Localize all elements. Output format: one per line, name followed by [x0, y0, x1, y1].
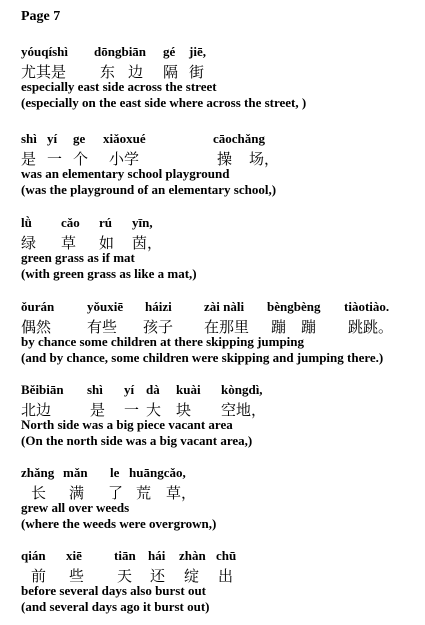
pinyin-word: zhàn: [179, 548, 206, 563]
chinese-word: 场，: [249, 152, 280, 168]
chinese-word: 绿: [21, 236, 37, 252]
chinese-word: 草，: [166, 486, 197, 502]
english-gloss: especially east side across the street: [21, 79, 217, 94]
chinese-word: 偶然: [21, 320, 52, 336]
pinyin-word: cāochǎng: [213, 131, 265, 146]
pinyin-line: [21, 215, 421, 232]
chinese-word: 草: [61, 236, 77, 252]
pinyin-word: yí: [47, 131, 58, 146]
chinese-word: 出: [218, 569, 234, 585]
chinese-word: 街: [189, 65, 205, 81]
chinese-word: 天: [117, 569, 133, 585]
pinyin-word: le: [110, 465, 120, 480]
pinyin-line: [21, 299, 421, 316]
chinese-word: 大: [146, 403, 162, 419]
pinyin-word: hái: [148, 548, 166, 563]
chinese-word: 北边: [21, 403, 52, 419]
stanza-3: [21, 215, 421, 282]
pinyin-line: [21, 548, 421, 565]
chinese-word: 有些: [87, 320, 118, 336]
pinyin-word: yóuqíshì: [21, 44, 68, 59]
pinyin-word: shì: [21, 131, 37, 146]
chinese-word: 了: [108, 486, 124, 502]
chinese-word: 如: [99, 236, 115, 252]
english-gloss: North side was a big piece vacant area: [21, 417, 233, 432]
translation: (and by chance, some children were skipping and jumping there.): [21, 350, 384, 365]
pinyin-word: ge: [73, 131, 86, 146]
stanza-4: [21, 299, 421, 366]
pinyin-word: dōngbiān: [94, 44, 147, 59]
english-gloss: by chance some children at there skipping jumping: [21, 334, 305, 349]
pinyin-line: [21, 465, 421, 482]
translation: (with green grass as like a mat,): [21, 266, 197, 281]
english-gloss: was an elementary school playground: [21, 166, 230, 181]
chinese-word: 蹦: [301, 320, 317, 336]
pinyin-word: chū: [216, 548, 237, 563]
chinese-word: 茵，: [132, 236, 163, 252]
chinese-word: 块: [176, 403, 192, 419]
pinyin-word: zhǎng: [21, 465, 55, 480]
pinyin-word: háizi: [145, 299, 172, 314]
chinese-word: 东: [100, 65, 116, 81]
pinyin-word: jiē,: [189, 44, 206, 59]
translation: (where the weeds were overgrown,): [21, 516, 217, 531]
chinese-word: 绽: [184, 569, 200, 585]
pinyin-line: [21, 382, 421, 399]
chinese-line: [21, 399, 421, 417]
pinyin-word: gé: [163, 44, 176, 59]
chinese-line: [21, 482, 421, 500]
translation: (On the north side was a big vacant area,): [21, 433, 253, 448]
chinese-word: 长: [31, 486, 47, 502]
translation: (and several days ago it burst out): [21, 599, 210, 614]
pinyin-line: [21, 44, 421, 61]
pinyin-word: huāngcǎo,: [129, 465, 186, 480]
chinese-word: 孩子: [143, 320, 174, 336]
pinyin-word: xiǎoxué: [103, 131, 146, 146]
stanza-5: [21, 382, 421, 449]
english-gloss: green grass as if mat: [21, 250, 135, 265]
pinyin-word: Běibiān: [21, 382, 64, 397]
pinyin-word: lǜ: [21, 215, 32, 230]
chinese-word: 满: [69, 486, 85, 502]
chinese-line: [21, 232, 421, 250]
chinese-word: 尤其是: [21, 65, 67, 81]
chinese-word: 些: [69, 569, 85, 585]
chinese-word: 空地，: [221, 403, 267, 419]
chinese-word: 个: [73, 152, 89, 168]
chinese-line: [21, 565, 421, 583]
pinyin-word: xiē: [66, 548, 82, 563]
stanza-2: [21, 131, 421, 198]
chinese-word: 荒: [136, 486, 152, 502]
chinese-word: 是: [21, 152, 37, 168]
translation: (was the playground of an elementary school,): [21, 182, 277, 197]
chinese-line: [21, 316, 421, 334]
chinese-word: 一: [47, 152, 63, 168]
chinese-line: [21, 148, 421, 166]
pinyin-word: kuài: [176, 382, 201, 397]
pinyin-word: yí: [124, 382, 135, 397]
english-gloss: grew all over weeds: [21, 500, 130, 515]
pinyin-word: ǒurán: [21, 299, 55, 314]
pinyin-word: mǎn: [63, 465, 88, 480]
pinyin-word: zài nàli: [204, 299, 245, 314]
pinyin-word: shì: [87, 382, 103, 397]
chinese-word: 前: [31, 569, 47, 585]
pinyin-word: rú: [99, 215, 112, 230]
pinyin-word: kòngdì,: [221, 382, 263, 397]
chinese-word: 一: [124, 403, 140, 419]
english-gloss: before several days also burst out: [21, 583, 207, 598]
chinese-word: 隔: [163, 65, 179, 81]
pinyin-word: tiàotiào.: [344, 299, 390, 314]
pinyin-word: bèngbèng: [267, 299, 321, 314]
chinese-word: 是: [90, 403, 106, 419]
chinese-word: 蹦: [271, 320, 287, 336]
pinyin-word: qián: [21, 548, 46, 563]
chinese-word: 还: [150, 569, 166, 585]
pinyin-word: tiān: [114, 548, 136, 563]
chinese-word: 操: [217, 152, 233, 168]
chinese-line: [21, 61, 421, 79]
pinyin-word: dà: [146, 382, 160, 397]
pinyin-word: cǎo: [61, 215, 80, 230]
chinese-word: 在那里: [204, 320, 250, 336]
pinyin-word: yīn,: [132, 215, 153, 230]
chinese-word: 跳跳。: [348, 320, 394, 336]
chinese-word: 边: [128, 65, 144, 81]
page-number: Page 7: [21, 9, 61, 24]
pinyin-line: [21, 131, 421, 148]
chinese-word: 小学: [109, 152, 140, 168]
translation: (especially on the east side where across the street, ): [21, 95, 307, 110]
pinyin-word: yǒuxiē: [87, 299, 124, 314]
stanza-7: [21, 548, 421, 615]
stanza-1: [21, 44, 421, 111]
stanza-6: [21, 465, 421, 532]
